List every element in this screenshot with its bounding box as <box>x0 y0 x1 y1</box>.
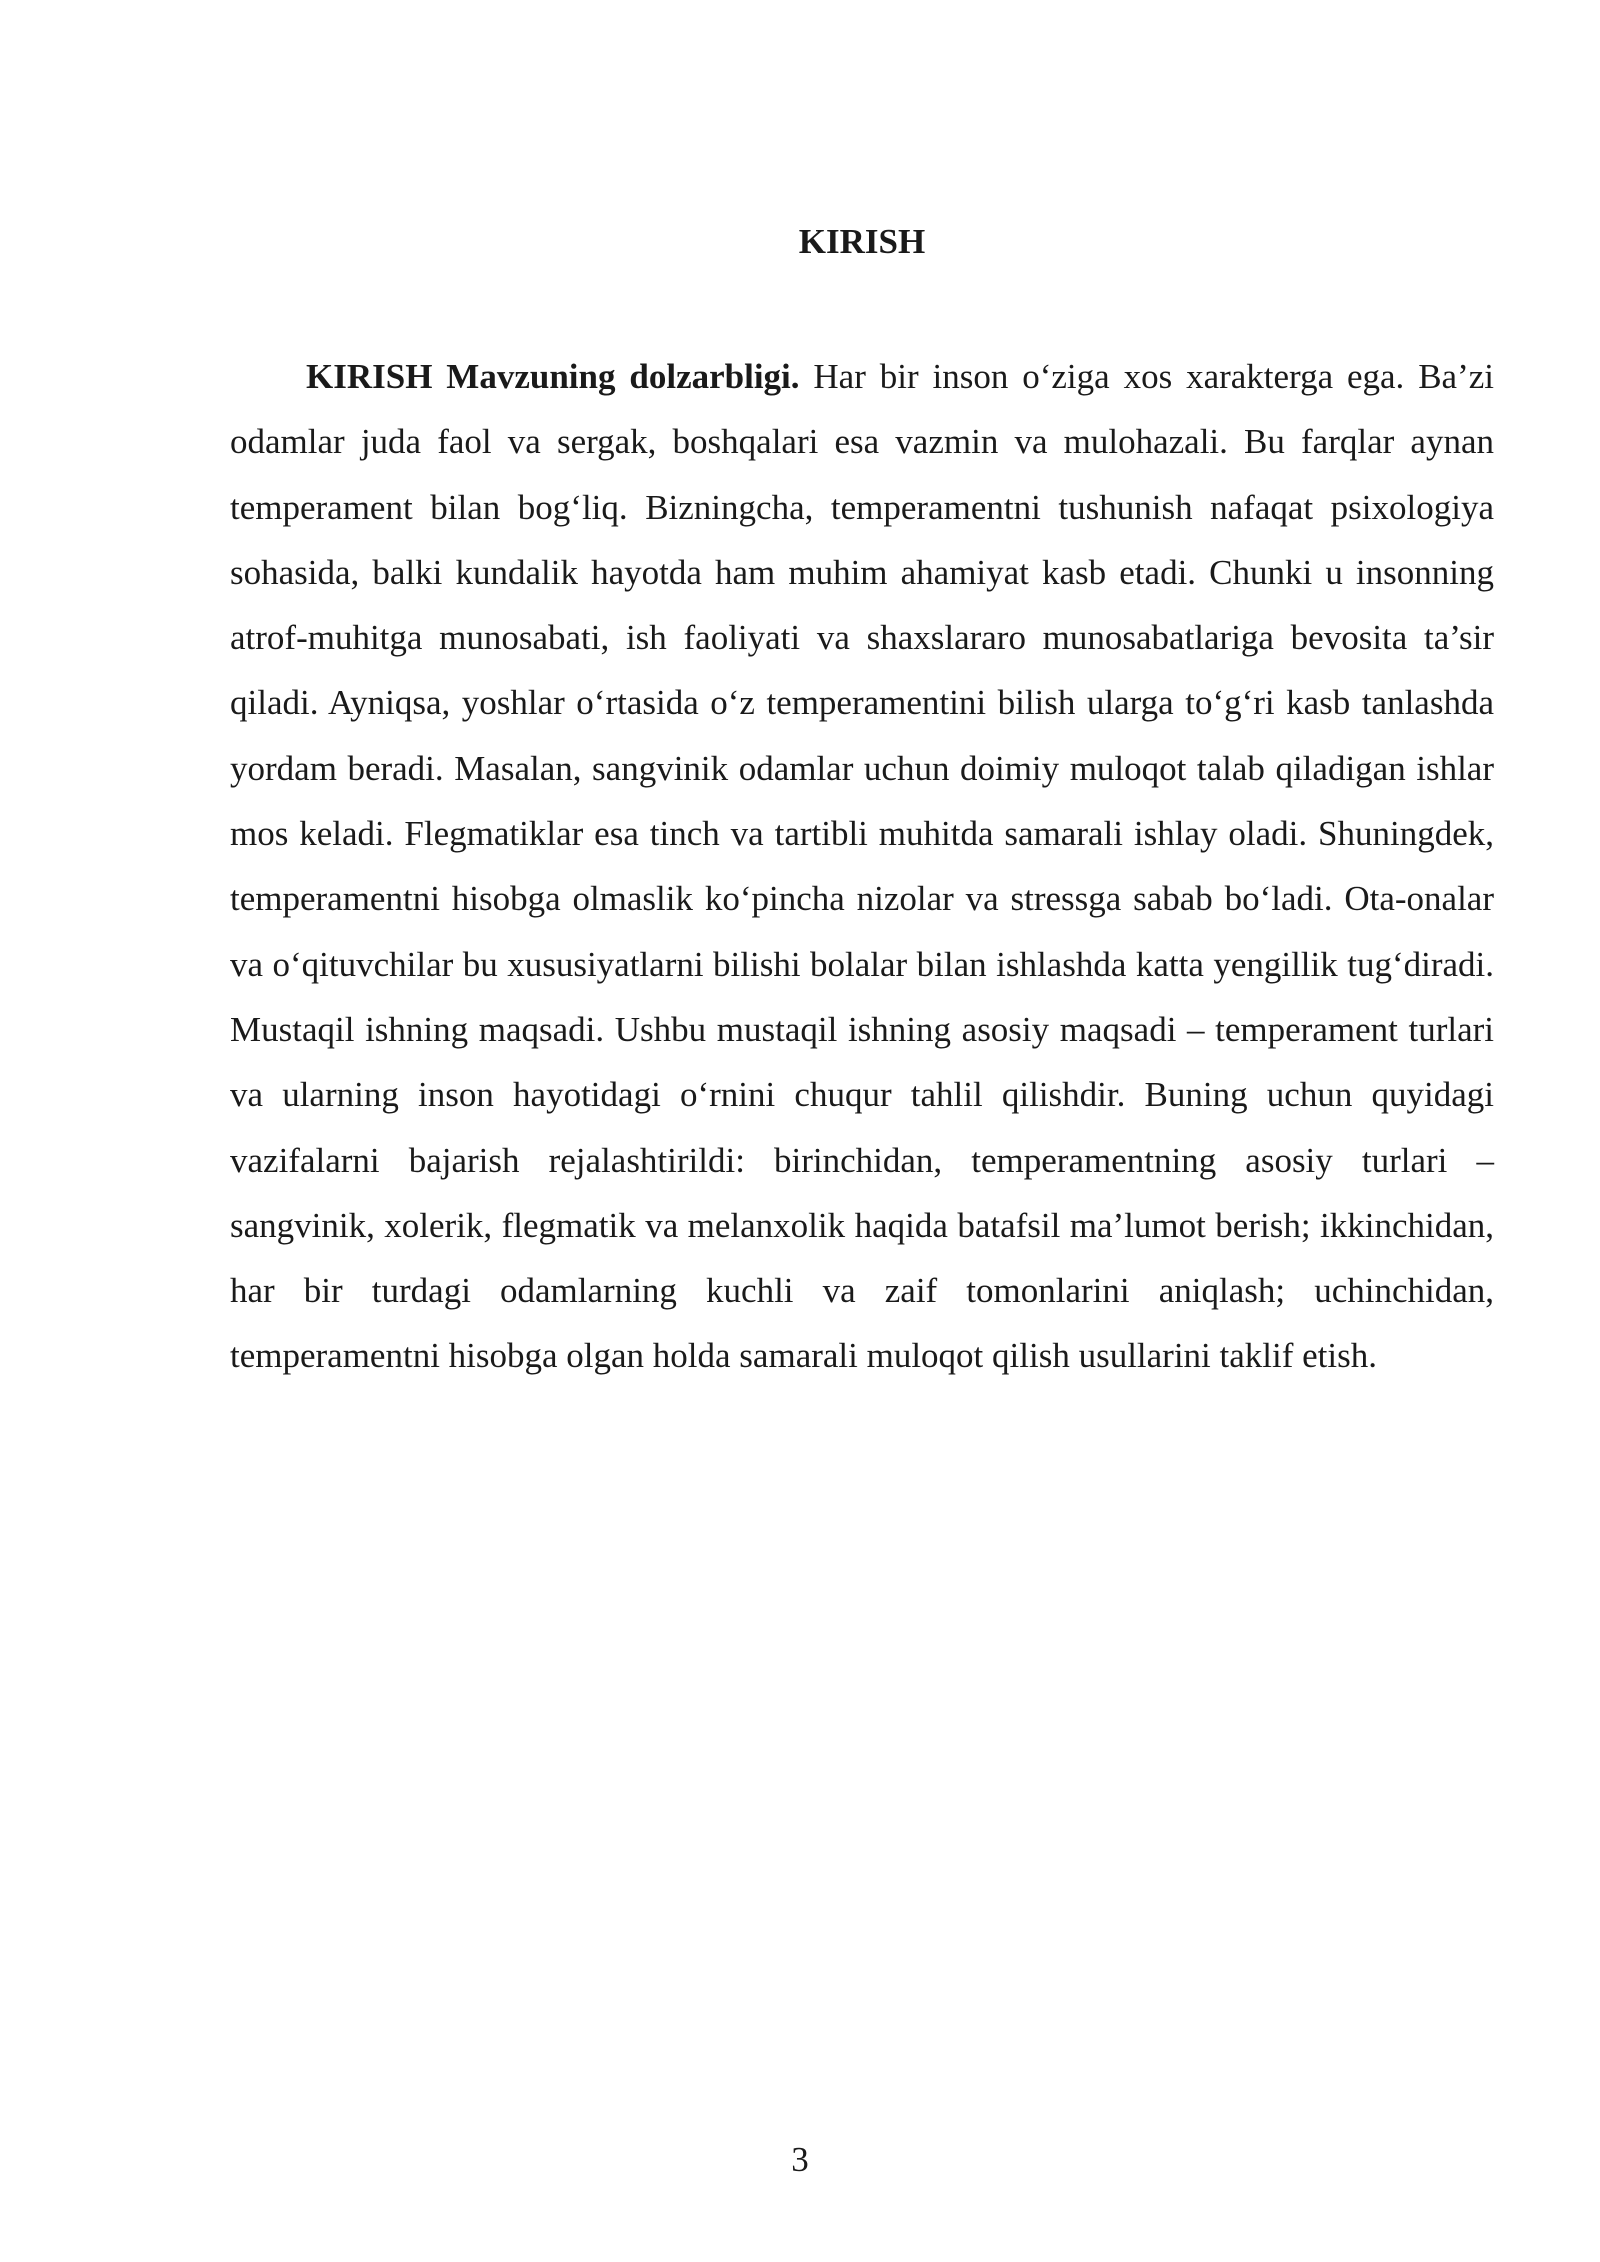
page-title: KIRISH <box>798 222 926 261</box>
paragraph-text: Har bir inson o‘ziga xos xarakterga ega. Ba’zi odamlar juda faol va sergak, boshqalari esa vazmin va mulohazali. Bu farqlar aynan temperament bilan bog‘liq. Bizningcha, temperamentni tushunish nafaqat psixologiya sohasida, balki kundalik hayotda ham muhim ahamiyat kasb etadi. Chunki u insonning atrof-muhitga munosabati, ish faoliyati va shaxslararo munosabatlariga bevosita ta’sir qiladi. Ayniqsa, yoshlar o‘rtasida o‘z temperamentini bilish ularga to‘g‘ri kasb tanlashda yordam beradi. Masalan, sangvinik odamlar uchun doimiy muloqot talab qiladigan ishlar mos keladi. Flegmatiklar esa tinch va tartibli muhitda samarali ishlay oladi. Shuningdek, temperamentni hisobga olmaslik ko‘pincha nizolar va stressga sabab bo‘ladi. Ota-onalar va o‘qituvchilar bu xususiyatlarni bilishi bolalar bilan ishlashda katta yengillik tug‘diradi. Mustaqil ishning maqsadi. Ushbu mustaqil ishning asosiy maqsadi – temperament turlari va ularning inson hayotidagi o‘rnini chuqur tahlil qilishdir. Buning uchun quyidagi vazifalarni bajarish rejalashtirildi: birinchidan, temperamentning asosiy turlari – sangvinik, xolerik, flegmatik va melanxolik haqida batafsil ma’lumot berish; ikkinchidan, har bir turdagi odamlarning kuchli va zaif tomonlarini aniqlash; uchinchidan, temperamentni hisobga olgan holda samarali muloqot qilish usullarini taklif etish. <box>230 357 1494 1376</box>
page-number: 3 <box>791 2140 809 2179</box>
body-paragraph <box>230 344 1494 1389</box>
paragraph-lead: KIRISH Mavzuning dolzarbligi. <box>306 357 800 396</box>
